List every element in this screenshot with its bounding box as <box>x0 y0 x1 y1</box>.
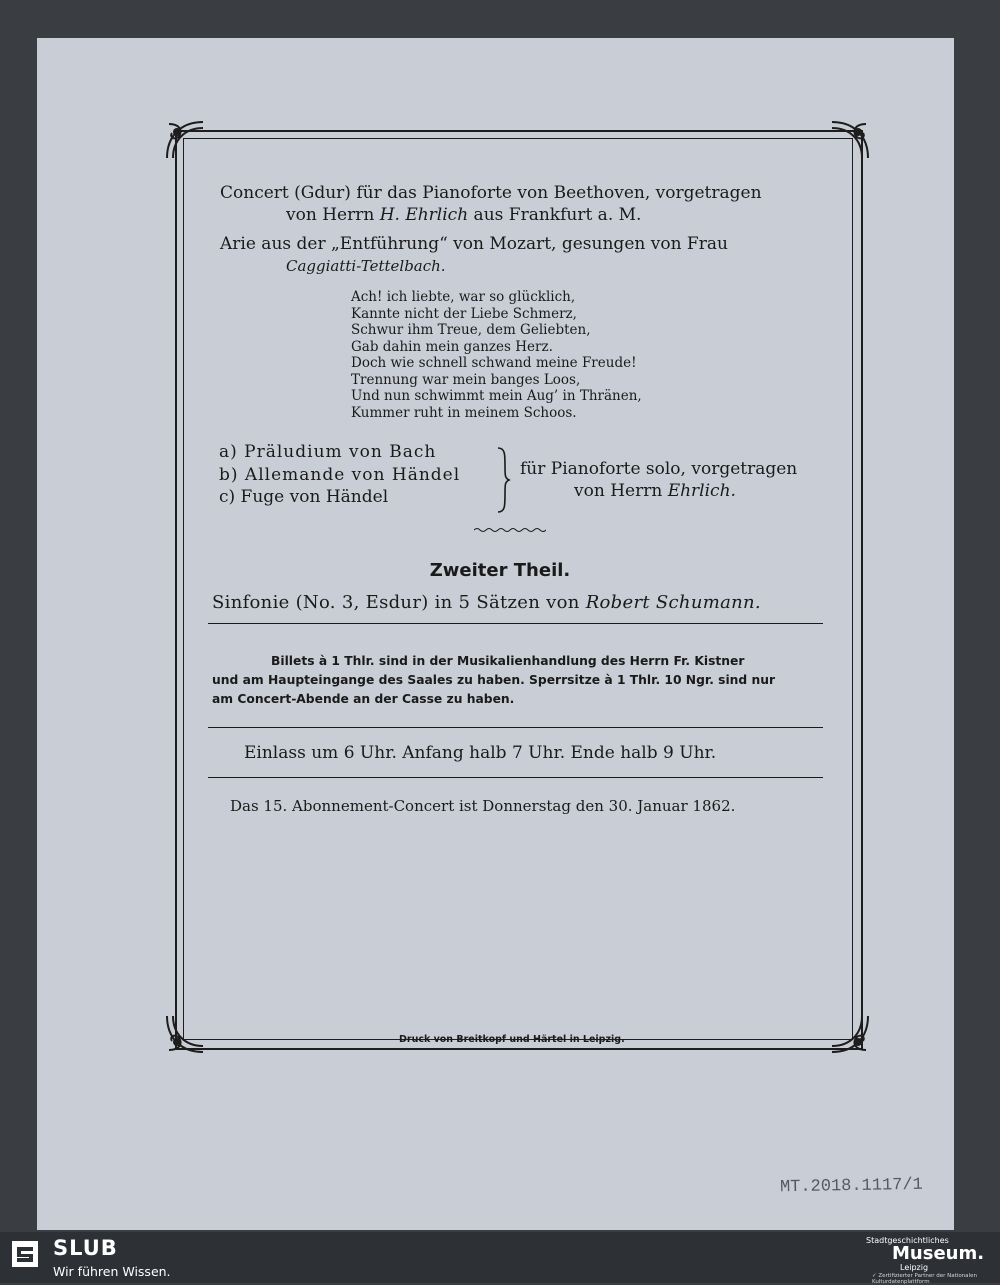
corner-ornament-icon <box>826 1010 872 1056</box>
museum-city: Leipzig <box>900 1263 929 1272</box>
museum-certification: ✓ Zertifizierter Partner der Nationalen Kulturdatenplattform <box>872 1273 977 1285</box>
poem-line: Trennung war mein banges Loos, <box>351 371 581 388</box>
museum-label-top: Stadtgeschichtliches <box>866 1236 949 1245</box>
printer-imprint: Druck von Breitkopf und Härtel in Leipzig. <box>399 1034 625 1045</box>
poem-line: Und nun schwimmt mein Aug’ in Thränen, <box>351 388 642 404</box>
divider <box>208 777 823 778</box>
decorative-border-inner <box>183 138 853 1040</box>
concert-piece-line1: Concert (Gdur) für das Pianoforte von Beethoven, vorgetragen <box>220 183 762 203</box>
solo-piece-a: a) Präludium von Bach <box>219 442 437 462</box>
solo-piece-c: c) Fuge von Händel <box>219 487 389 507</box>
symphony-composer: Robert Schumann. <box>585 592 761 613</box>
solo-piece-b: b) Allemande von Händel <box>219 465 461 485</box>
solo-description-line1: für Pianoforte solo, vorgetragen <box>520 459 798 479</box>
corner-ornament-icon <box>163 118 209 164</box>
event-times: Einlass um 6 Uhr. Anfang halb 7 Uhr. Ende halb 9 Uhr. <box>244 743 717 763</box>
next-concert-note: Das 15. Abonnement-Concert ist Donnerstag den 30. Januar 1862. <box>230 797 736 815</box>
symphony-title: Sinfonie (No. 3, Esdur) in 5 Sätzen von <box>212 592 586 613</box>
ticket-info-line2: und am Haupteingange des Saales zu haben. Sperrsitze à 1 Thlr. 10 Ngr. sind nur <box>212 673 776 687</box>
poem-line: Gab dahin mein ganzes Herz. <box>351 338 553 355</box>
museum-name: Museum. <box>892 1243 985 1264</box>
wavy-divider-icon <box>474 527 546 533</box>
brace-icon <box>495 446 511 514</box>
poem-line: Ach! ich liebte, war so glücklich, <box>351 289 576 305</box>
solo-description-line2 <box>574 481 736 501</box>
slub-logo-icon <box>12 1241 38 1267</box>
aria-singer: Caggiatti-Tettelbach. <box>286 257 446 275</box>
library-name: SLUB <box>53 1236 118 1260</box>
poem-line: Schwur ihm Treue, dem Geliebten, <box>351 322 591 338</box>
corner-ornament-icon <box>163 1010 209 1056</box>
corner-ornament-icon <box>826 118 872 164</box>
symphony-line <box>212 592 761 613</box>
divider <box>208 727 823 728</box>
poem-line: Kannte nicht der Liebe Schmerz, <box>351 305 577 322</box>
shelfmark: MT.2018.1117/1 <box>779 1175 923 1198</box>
aria-poem <box>351 289 642 421</box>
divider <box>208 623 823 624</box>
solo-performer: Ehrlich. <box>667 481 736 501</box>
poem-line: Doch wie schnell schwand meine Freude! <box>351 355 637 371</box>
concert-piece-line2-prefix: von Herrn <box>286 205 380 225</box>
soloist-name: H. Ehrlich <box>379 205 469 225</box>
second-part-heading: Zweiter Theil. <box>429 560 571 581</box>
library-tagline: Wir führen Wissen. <box>53 1264 171 1279</box>
concert-piece-line2-suffix: aus Frankfurt a. M. <box>468 205 642 225</box>
solo-description-prefix: von Herrn <box>574 481 668 501</box>
aria-line1: Arie aus der „Entführung“ von Mozart, gesungen von Frau <box>220 234 728 254</box>
ticket-info-line3: am Concert-Abende an der Casse zu haben. <box>212 692 515 706</box>
ticket-info-line1: Billets à 1 Thlr. sind in der Musikalienhandlung des Herrn Fr. Kistner <box>271 654 745 668</box>
concert-piece-line2 <box>286 205 641 225</box>
poem-line: Kummer ruht in meinem Schoos. <box>351 404 577 421</box>
